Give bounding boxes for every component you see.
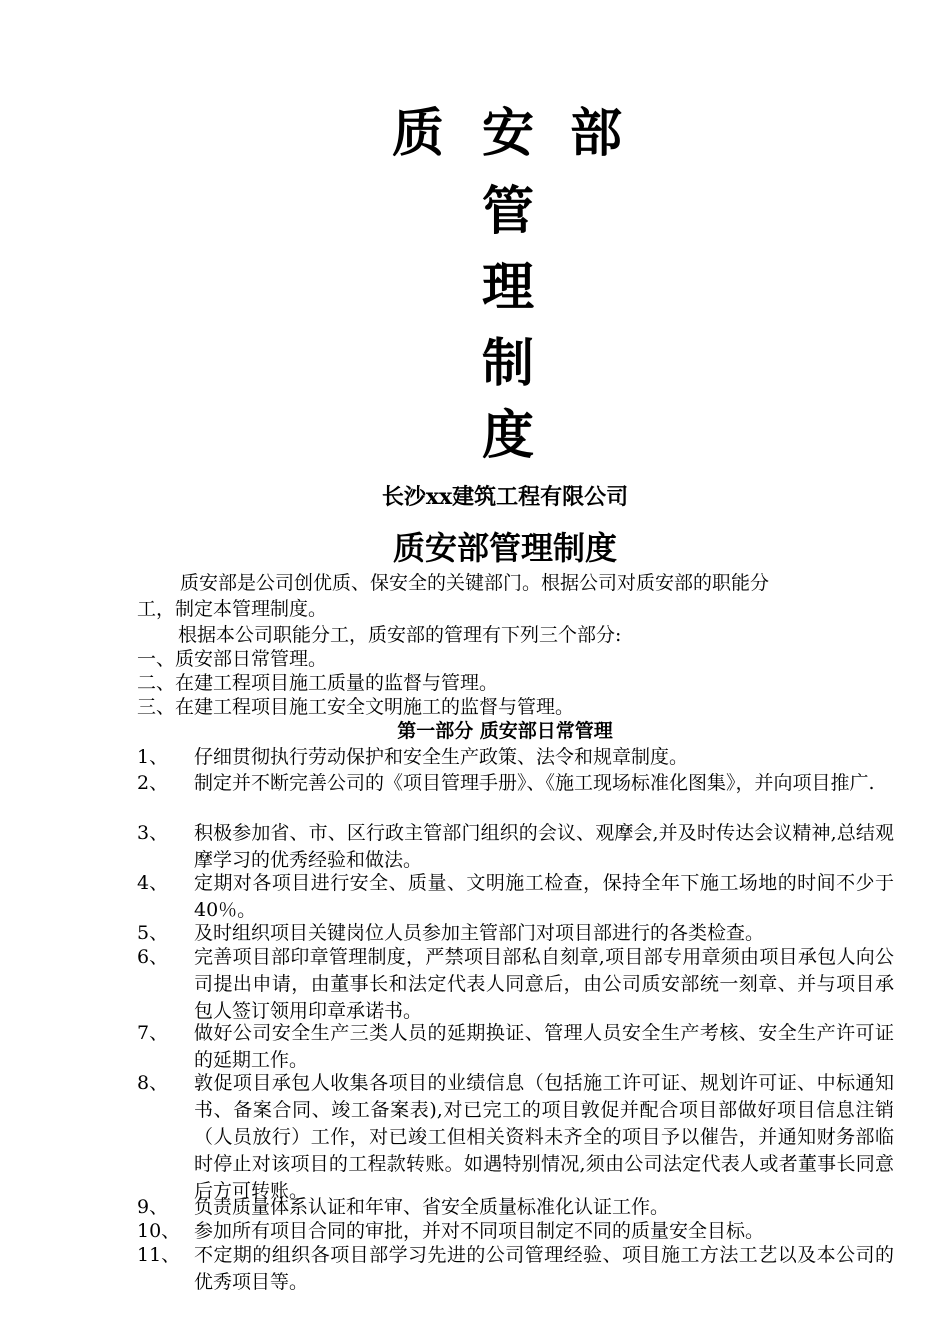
cover-char: 理 — [482, 257, 535, 318]
item-number: 6、 — [137, 946, 169, 968]
item-text: 参加所有项目合同的审批，并对不同项目制定不同的质量安全目标。 — [194, 1220, 765, 1242]
part-list-item: 二、在建工程项目施工质量的监督与管理。 — [137, 672, 499, 694]
cover-char: 安 — [482, 103, 535, 164]
item-number: 9、 — [137, 1196, 169, 1218]
cover-char: 制 — [482, 333, 535, 394]
company-name: 长沙xx建筑工程有限公司 — [381, 484, 629, 510]
item-text: 定期对各项目进行安全、质量、文明施工检查，保持全年下施工场地的时间不少于40％。 — [194, 872, 894, 921]
part-list-item: 三、在建工程项目施工安全文明施工的监督与管理。 — [137, 696, 575, 718]
item-number: 4、 — [137, 872, 169, 894]
item-number: 2、 — [137, 772, 169, 794]
item-number: 10、 — [137, 1220, 181, 1242]
item-text: 不定期的组织各项目部学习先进的公司管理经验、项目施工方法工艺以及本公司的优秀项目等。 — [194, 1244, 894, 1293]
section-heading: 第一部分 质安部日常管理 — [397, 720, 613, 742]
intro-paragraph-line: 工，制定本管理制度。 — [137, 598, 328, 620]
cover-char: 度 — [482, 405, 535, 466]
cover-char: 管 — [482, 181, 535, 242]
document-title: 质安部管理制度 — [392, 529, 617, 567]
item-text: 敦促项目承包人收集各项目的业绩信息（包括施工许可证、规划许可证、中标通知书、备案合同、竣工备案表),对已完工的项目敦促并配合项目部做好项目信息注销（人员放行）工作，对已竣工但相关资料未齐全的项目予以催告，并通知财务部临时停止对该项目的工程款转账。如遇特别情况,须由公司法定代表人或者董事长同意后方可转账。 — [194, 1072, 894, 1202]
item-text: 做好公司安全生产三类人员的延期换证、管理人员安全生产考核、安全生产许可证的延期工作。 — [194, 1022, 894, 1071]
item-text: 完善项目部印章管理制度，严禁项目部私自刻章,项目部专用章须由项目承包人向公司提出申请，由董事长和法定代表人同意后，由公司质安部统一刻章、并与项目承包人签订领用印章承诺书。 — [194, 946, 894, 1022]
item-number: 8、 — [137, 1072, 169, 1094]
item-number: 1、 — [137, 746, 169, 768]
item-text: 仔细贯彻执行劳动保护和安全生产政策、法令和规章制度。 — [194, 746, 689, 768]
part-list-item: 一、质安部日常管理。 — [137, 648, 328, 670]
cover-char: 质 — [392, 103, 445, 164]
item-text: 积极参加省、市、区行政主管部门组织的会议、观摩会,并及时传达会议精神,总结观摩学习的优秀经验和做法。 — [194, 822, 894, 871]
cover-char: 部 — [570, 103, 623, 164]
item-number: 7、 — [137, 1022, 169, 1044]
item-number: 11、 — [137, 1244, 181, 1266]
item-text: 负责质量体系认证和年审、省安全质量标准化认证工作。 — [194, 1196, 670, 1218]
intro-paragraph: 根据本公司职能分工，质安部的管理有下列三个部分: — [178, 624, 622, 646]
item-number: 3、 — [137, 822, 169, 844]
intro-paragraph-line: 质安部是公司创优质、保安全的关键部门。根据公司对质安部的职能分 — [180, 572, 770, 594]
item-text: 制定并不断完善公司的《项目管理手册》、《施工现场标准化图集》，并向项目推广. — [194, 772, 875, 794]
item-text: 及时组织项目关键岗位人员参加主管部门对项目部进行的各类检查。 — [194, 922, 765, 944]
item-number: 5、 — [137, 922, 169, 944]
